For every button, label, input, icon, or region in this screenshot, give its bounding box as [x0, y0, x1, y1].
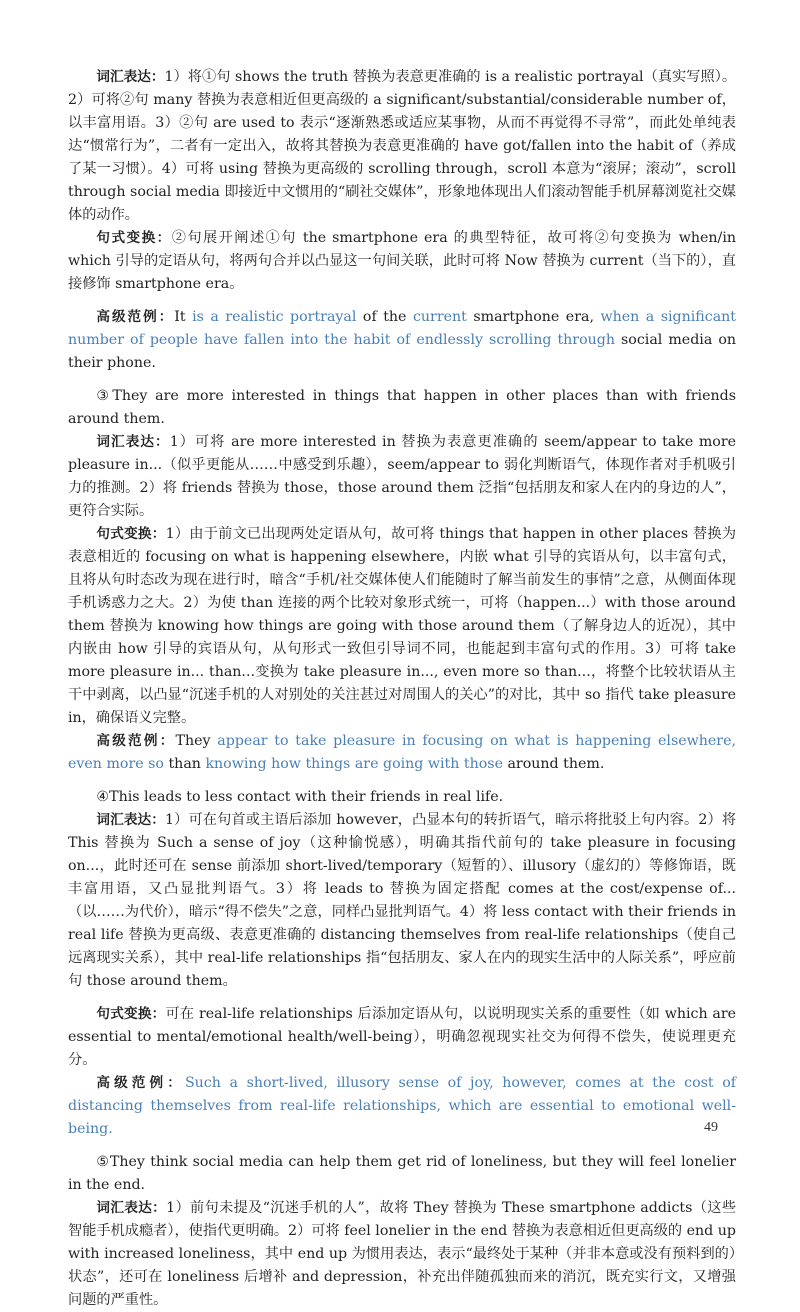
section-label: 高级范例：	[96, 309, 175, 325]
model-text: of the	[356, 309, 413, 325]
original-sentence: ③They are more interested in things that happen in other places than with friends around them.	[68, 388, 736, 427]
model-text: smartphone era,	[466, 309, 601, 325]
section-label: 句式变换：	[96, 526, 166, 542]
paragraph-text: 1）将①句 shows the truth 替换为表意更准确的 is a realistic portrayal（真实写照）。2）可将②句 many 替换为表意相近但更高级的 a significant/substantial/considerable number of，以丰富用语。3）②句 are used to 表示“逐渐熟悉或适应某事物，从而不再觉得不寻常”，而此处单纯表达“惯常行为”，二者有一定出入，故将其替换为表意更准确的 have got/fallen into the habit of（养成了某一习惯）。4）可将 using 替换为更高级的 scrolling through，scroll 本意为“滚屏；滚动”，scroll through social media 即接近中文惯用的“刷社交媒体”，形象地体现出人们滚动智能手机屏幕浏览社交媒体的动作。	[68, 69, 737, 223]
model-text: They	[175, 733, 218, 749]
highlight-text: Such a short-lived, illusory sense of joy, however, comes at the cost of distancing themselves from real-life relationships, which are essential to emotional well-being.	[68, 1075, 737, 1137]
highlight-text: when a significant number of people	[68, 309, 737, 348]
paragraph-text: 可在 real-life relationships 后添加定语从句，以说明现实关系的重要性（如 which are essential to mental/emotional health/well-being），明确忽视现实社交为何得不偿失，使说理更充分。	[68, 1006, 737, 1068]
model-text: around them.	[502, 756, 605, 772]
model-paragraph	[68, 306, 736, 375]
page-content	[68, 66, 736, 1312]
highlight-text: current	[412, 309, 467, 325]
paragraph-text: 1）前句未提及“沉迷手机的人”，故将 They 替换为 These smartphone addicts（这些智能手机成瘾者），使指代更明确。2）可将 feel lonelier in the end 替换为表意相近但更高级的 end up with increased loneliness，其中 end up 为惯用表达，表示“最终处于某种（并非本意或没有预料到的）状态”，还可在 loneliness 后增补 and depression，补充出伴随孤独而来的消沉，既充实行文，又增强问题的严重性。	[68, 1200, 737, 1308]
model-paragraph	[68, 730, 736, 776]
highlight-text: appear to take pleasure in focusing on what is happening elsewhere, even more so	[68, 733, 736, 772]
section-label: 词汇表达：	[96, 434, 170, 450]
section-label: 高级范例：	[96, 1075, 185, 1091]
highlight-text: is a realistic portrayal	[192, 309, 357, 325]
section-label: 词汇表达：	[96, 812, 165, 828]
model-text: social media on their phone.	[68, 332, 736, 371]
paragraph-text: ②句展开阐述①句 the smartphone era 的典型特征，故可将②句变换为 when/in which 引导的定语从句，将两句合并以凸显这一句间关联，此时可将 Now 替换为 current（当下的），直接修饰 smartphone era。	[68, 230, 736, 292]
vocab-paragraph	[68, 66, 736, 227]
syntax-paragraph	[68, 1003, 736, 1072]
highlight-text: have fallen into the habit of endlessly scrolling through	[203, 332, 615, 348]
model-paragraph	[68, 1072, 736, 1141]
model-text: than	[163, 756, 206, 772]
section-label: 词汇表达：	[96, 1200, 167, 1216]
syntax-paragraph	[68, 523, 736, 730]
section-label: 句式变换：	[96, 230, 172, 246]
paragraph-text: 1）可在句首或主语后添加 however，凸显本句的转折语气，暗示将批驳上句内容。2）将 This 替换为 Such a sense of joy（这种愉悦感），明确其指代前句的 take pleasure in focusing on...，此时还可在 sense 前添加 short-lived/temporary（短暂的）、illusory（虚幻的）等修饰语，既丰富用语，又凸显批判语气。3）将 leads to 替换为固定搭配 comes at the cost/expense of...（以……为代价），暗示“得不偿失”之意，同样凸显批判语气。4）将 less contact with their friends in real life 替换为更高级、表意更准确的 distancing themselves from real-life relationships（使自己远离现实关系），其中 real-life relationships 指“包括朋友、家人在内的现实生活中的人际关系”，呼应前句 those around them。	[68, 812, 737, 989]
paragraph-text: 1）可将 are more interested in 替换为表意更准确的 seem/appear to take more pleasure in...（似乎更能从……中感受到乐趣），seem/appear to 弱化判断语气，体现作者对手机吸引力的推测。2）将 friends 替换为 those，those around them 泛指“包括朋友和家人在内的身边的人”，更符合实际。	[68, 434, 736, 519]
syntax-paragraph	[68, 227, 736, 296]
original-sentence: ⑤They think social media can help them get rid of loneliness, but they will feel lonelier in the end.	[68, 1154, 736, 1193]
vocab-paragraph	[68, 809, 736, 993]
section-label: 高级范例：	[96, 733, 176, 749]
vocab-paragraph	[68, 431, 736, 523]
original-sentence: ④This leads to less contact with their friends in real life.	[96, 789, 504, 805]
highlight-text: knowing how things are going with those	[205, 756, 503, 772]
section-label: 句式变换：	[96, 1006, 166, 1022]
paragraph-text: 1）由于前文已出现两处定语从句，故可将 things that happen in other places 替换为表意相近的 focusing on what is happening elsewhere，内嵌 what 引导的宾语从句，以丰富句式，且将从句时态改为现在进行时，暗含“手机/社交媒体使人们能随时了解当前发生的事情”之意，从侧面体现手机诱惑力之大。2）为使 than 连接的两个比较对象形式统一，可将（happen...）with those around them 替换为 knowing how things are going with those around them（了解身边人的近况），其中内嵌由 how 引导的宾语从句，从句形式一致但引导词不同，也能起到丰富句式的作用。3）可将 take more pleasure in... than...变换为 take pleasure in..., even more so than...，将整个比较状语从主干中剥离，以凸显“沉迷手机的人对别处的关注甚过对周围人的关心”的对比，其中 so 指代 take pleasure in，确保语义完整。	[68, 526, 737, 726]
section-label: 词汇表达：	[96, 69, 165, 85]
model-text: It	[174, 309, 193, 325]
page-number: 49	[704, 1120, 718, 1135]
vocab-paragraph	[68, 1197, 736, 1312]
